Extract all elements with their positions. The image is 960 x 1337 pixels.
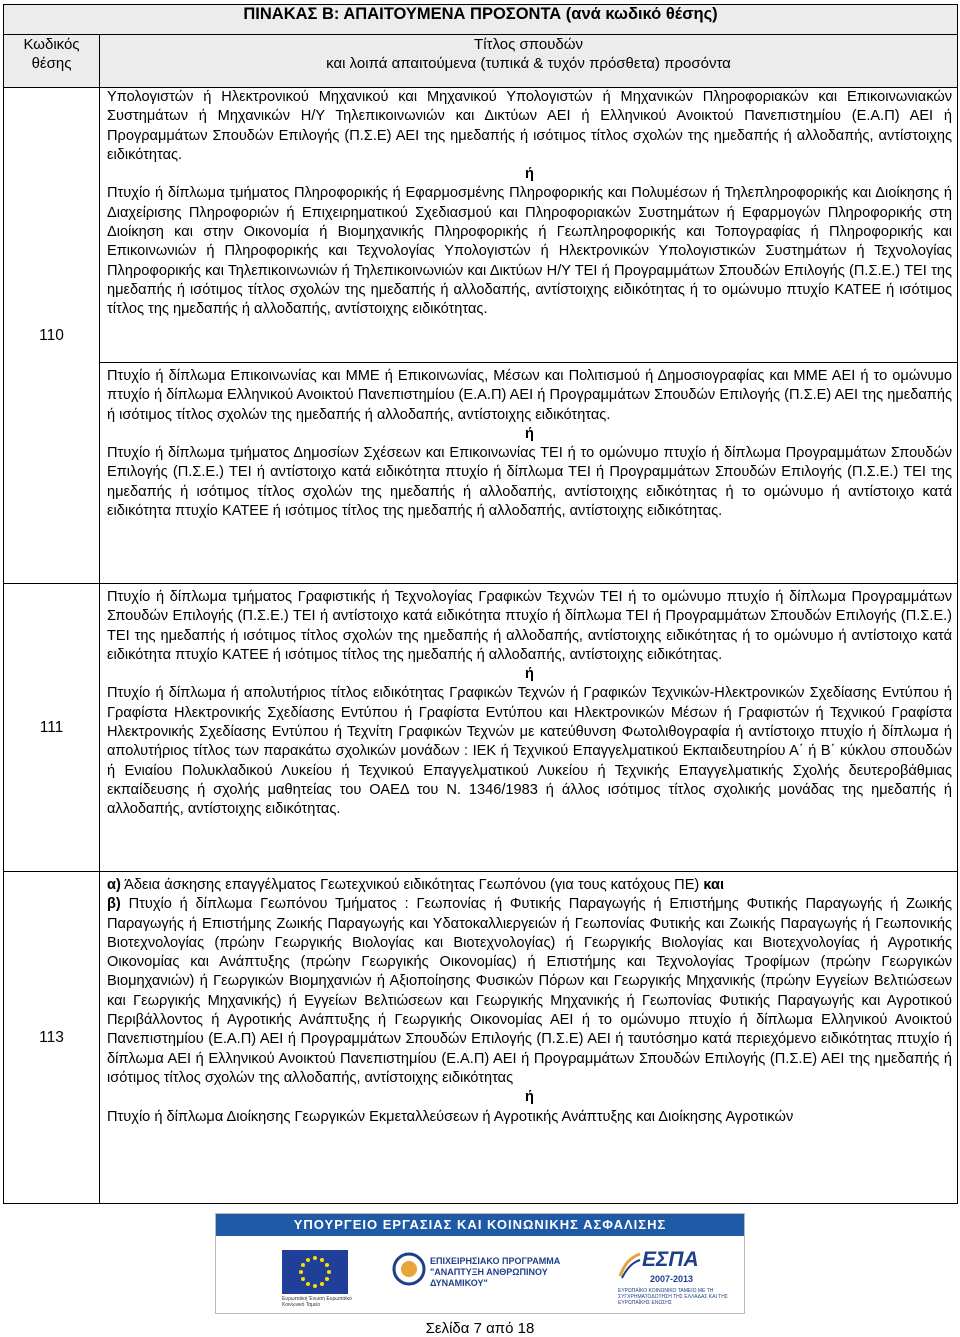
espa-word: ΕΣΠΑ	[642, 1248, 699, 1271]
qualification-cell	[100, 363, 958, 584]
qualification-paragraph-c: Πτυχίο ή δίπλωμα Διοίκησης Γεωργικών Εκμεταλλεύσεων ή Αγροτικής Ανάπτυξης και Διοίκησης Αγροτικών	[107, 1108, 794, 1125]
qualification-paragraph: Πτυχίο ή δίπλωμα Επικοινωνίας και ΜΜΕ ή Επικοινωνίας, Μέσων και Πολιτισμού ή Δημοσιογραφίας και ΜΜΕ ΑΕΙ ή το ομώνυμο πτυχίο ή δίπλωμα Ελληνικού Ανοικτού Πανεπιστημίου (Ε.Α.Π) ΑΕΙ ή Προγραμμάτων Σπουδών Επιλογής (Π.Σ.Ε) ΑΕΙ της ημεδαπής ή ισότιμος τίτλος σχολών της ημεδαπής ή αλλοδαπής, αντίστοιχης ειδικότητας.	[107, 368, 953, 423]
funding-banner	[215, 1213, 745, 1314]
eu-flag-icon	[282, 1250, 348, 1294]
position-code-113: 113	[4, 872, 100, 1204]
espa-years: 2007-2013	[650, 1274, 694, 1284]
funding-logos	[216, 1236, 744, 1313]
or-separator: ή	[525, 666, 534, 683]
qualification-paragraph: Πτυχίο ή δίπλωμα τμήματος Γραφιστικής ή Τεχνολογίας Γραφικών Τεχνών ΤΕΙ ή το ομώνυμο πτυχίο ή δίπλωμα Προγραμμάτων Σπουδών Επιλογής (Π.Σ.Ε.) ΤΕΙ ή αντίστοιχο κατά ειδικότητα πτυχίο ή δίπλωμα ΤΕΙ ή Προγραμμάτων Σπουδών Επιλογής (Π.Σ.Ε.) ΤΕΙ της ημεδαπής ή ισότιμος τίτλος σχολών της ημεδαπής ή αλλοδαπής, αντίστοιχης ειδικότητας ή το ομώνυμο ή αντίστοιχο κατά ειδικότητα πτυχίο ΚΑΤΕΕ ή ισότιμος τίτλος της ημεδαπής ή αλλοδαπής, αντίστοιχης ειδικότητας.	[107, 589, 953, 663]
header-line-1: Τίτλος σπουδών	[474, 36, 583, 53]
espa-logo	[618, 1246, 728, 1306]
qualification-paragraph-b	[107, 895, 952, 1088]
column-header-code: Κωδικός θέσης	[4, 35, 100, 88]
qualification-cell	[100, 584, 958, 872]
qualification-paragraph: Πτυχίο ή δίπλωμα τμήματος Πληροφορικής ή Εφαρμοσμένης Πληροφορικής και Πολυμέσων ή Τηλεπληροφορικής και Διοίκησης ή Διαχείρισης Πληροφοριών ή Επιχειρηματικού Σχεδιασμού και Πληροφοριακών Συστημάτων ή Εφαρμογών Πληροφορικής στη Διοίκηση και στην Οικονομία ή Βιομηχανικής Πληροφορικής ή Γεωπληροφορικής και Τοπογραφίας ή Πληροφορικής και Επικοινωνιών ή Πληροφορικής και Τεχνολογίας Υπολογιστών ή Ηλεκτρονικών Υπολογιστικών Συστημάτων ή Τεχνολογίας Πληροφορικής και Τηλεπικοινωνιών ή Τηλεπικοινωνιών και Δικτύων Η/Υ ΤΕΙ ή Προγραμμάτων Σπουδών Επιλογής (Π.Σ.Ε.) ΤΕΙ της ημεδαπής ή ισότιμος τίτλος σχολών της ημεδαπής ή αλλοδαπής, αντίστοιχης ειδικότητας ή το ομώνυμο πτυχίο ΚΑΤΕΕ ή ισότιμος τίτλος της ημεδαπής ή αλλοδαπής, αντίστοιχης ειδικότητας.	[107, 185, 953, 318]
program-line-1: ΕΠΙΧΕΙΡΗΣΙΑΚΟ ΠΡΟΓΡΑΜΜΑ	[430, 1256, 561, 1266]
and-word: και	[703, 877, 725, 893]
page-number: Σελίδα 7 από 18	[425, 1320, 535, 1337]
position-code-110: 110	[4, 88, 100, 584]
eu-caption: Ευρωπαϊκή Ένωση Ευρωπαϊκό Κοινωνικό Ταμείο	[282, 1296, 352, 1308]
item-text-a: Άδεια άσκησης επαγγέλματος Γεωτεχνικού ειδικότητας Γεωπόνου (για τους κατόχους ΠΕ)	[124, 877, 700, 893]
table-header-row	[4, 35, 958, 88]
position-code-111: 111	[4, 584, 100, 872]
table-row	[4, 584, 958, 872]
item-label-a: α)	[107, 877, 121, 893]
or-separator: ή	[525, 425, 534, 442]
table-row	[4, 872, 958, 1204]
requirements-table	[3, 4, 958, 1204]
program-line-2: "ΑΝΑΠΤΥΞΗ ΑΝΘΡΩΠΙΝΟΥ ΔΥΝΑΜΙΚΟΥ"	[430, 1267, 548, 1288]
table-row	[4, 363, 958, 584]
qualification-paragraph: Υπολογιστών ή Ηλεκτρονικού Μηχανικού και Μηχανικού Υπολογιστών ή Μηχανικών Πληροφοριακών και Επικοινωνιακών Συστημάτων ή Μηχανικών Η/Υ Τηλεπικοινωνιών και Δικτύων ΑΕΙ ή Ελληνικού Ανοικτού Πανεπιστημίου (Ε.Α.Π) ΑΕΙ ή Προγραμμάτων Σπουδών Επιλογής (Π.Σ.Ε) ΑΕΙ της ημεδαπής ή ισότιμος τίτλος σχολών της ημεδαπής ή αλλοδαπής, αντίστοιχης ειδικότητας.	[107, 89, 953, 163]
header-line-2: και λοιπά απαιτούμενα (τυπικά & τυχόν πρόσθετα) προσόντα	[326, 55, 731, 72]
qualification-cell	[100, 872, 958, 1204]
qualification-paragraph-a	[107, 876, 952, 895]
qualification-cell	[100, 88, 958, 363]
espa-tagline: ΕΥΡΩΠΑΪΚΟ ΚΟΙΝΩΝΙΚΟ ΤΑΜΕΙΟ ΜΕ ΤΗ ΣΥΓΧΡΗΜΑΤΟΔΟΤΗΣΗ ΤΗΣ ΕΛΛΑΔΑΣ ΚΑΙ ΤΗΣ ΕΥΡΩΠΑΪΚΗΣ ΕΝΩΣΗΣ	[618, 1288, 728, 1306]
ministry-banner: ΥΠΟΥΡΓΕΙΟ ΕΡΓΑΣΙΑΣ ΚΑΙ ΚΟΙΝΩΝΙΚΗΣ ΑΣΦΑΛΙΣΗΣ	[216, 1214, 744, 1236]
espa-swoosh-icon	[618, 1250, 642, 1280]
item-text-b: Πτυχίο ή δίπλωμα Γεωπόνου Τμήματος : Γεωπονίας ή Φυτικής Παραγωγής ή Επιστήμης Φυτικής Παραγωγής ή Ζωικής Παραγωγής ή Επιστήμης Ζωικής Παραγωγής και Υδατοκαλλιεργειών ή Γεωπονίας Φυτικής και Ζωικής Παραγωγής ή Γεωπονικής Βιοτεχνολογίας (πρώην Γεωργικής Βιολογίας και Βιοτεχνολογίας) ή Γεωργικής Βιολογίας και Βιοτεχνολογίας ή Αγροτικής Οικονομίας και Ανάπτυξης (πρώην Γεωργικής Οικονομίας) ή Επιστήμης και Τεχνολογίας Τροφίμων (πρώην Γεωργικών Βιομηχανιών) ή Γεωργικών Βιομηχανιών ή Αξιοποίησης Φυσικών Πόρων και Γεωργικής Μηχανικής (πρώην Εγγείων Βελτιώσεων και Γεωργικής Μηχανικής) ή Εγγείων Βελτιώσεων και Γεωργικής Μηχανικής ή Γεωπονίας Φυτικής Παραγωγής και Αγροτικού Περιβάλλοντος ή Αγροτικής Ανάπτυξης ή Γεωργικής Οικονομίας ΑΕΙ ή το ομώνυμο πτυχίο ή δίπλωμα Ελληνικού Ανοικτού Πανεπιστημίου (Ε.Α.Π) ΑΕΙ ή Προγραμμάτων Σπουδών Επιλογής (Π.Σ.Ε) ΑΕΙ ή ταυτόσημο κατά περιεχόμενο ειδικότητας πτυχίο ή δίπλωμα ΑΕΙ ή Ελληνικού Ανοικτού Πανεπιστημίου (Ε.Α.Π) ΑΕΙ ή Προγραμμάτων Σπουδών Επιλογής (Π.Σ.Ε) ΑΕΙ της ημεδαπής ή ισότιμος τίτλος σχολών της αλλοδαπής, αντίστοιχης ειδικότητας	[107, 896, 953, 1086]
table-title: ΠΙΝΑΚΑΣ Β: ΑΠΑΙΤΟΥΜΕΝΑ ΠΡΟΣΟΝΤΑ (ανά κωδικό θέσης)	[4, 5, 958, 35]
item-label-b: β)	[107, 896, 121, 913]
table-row	[4, 88, 958, 363]
program-name	[430, 1256, 580, 1289]
qualification-paragraph: Πτυχίο ή δίπλωμα ή απολυτήριος τίτλος ειδικότητας Γραφικών Τεχνών ή Γραφικών Τεχνικών-Ηλεκτρονικών Σχεδίασης Εντύπου ή Γραφίστα Ηλεκτρονικής Σχεδίασης Εντύπου ή Γραφίστα Εντύπου και Ηλεκτρονικών Μέσων ή Γραφιστών ή Τεχνικού Γραφίστα Ηλεκτρονικής Σχεδίασης Εντύπου ή Τεχνίτη Γραφικών Τεχνών με κατεύθυνση Φωτολιθογραφία ή αντίστοιχο πτυχίο ή δίπλωμα ή απολυτήριος τίτλος των παρακάτω σχολικών μονάδων : ΙΕΚ ή Τεχνικού Επαγγελματικού Εκπαιδευτηρίου Α΄ ή Β΄ κύκλου σπουδών ή Ενιαίου Πολυκλαδικού Λυκείου ή Τεχνικού Επαγγελματικού Λυκείου ή Τεχνικής Επαγγελματικής Σχολής δευτεροβάθμιας εκπαίδευσης ή σχολής μαθητείας του ΟΑΕΔ του Ν. 1346/1983 ή άλλος ισότιμος τίτλος σχολικής μονάδας της ημεδαπής ή αλλοδαπής, αντίστοιχης ειδικότητας.	[107, 685, 953, 818]
table-title-row	[4, 5, 958, 35]
qualification-paragraph: Πτυχίο ή δίπλωμα τμήματος Δημοσίων Σχέσεων και Επικοινωνίας ΤΕΙ ή το ομώνυμο πτυχίο ή δίπλωμα Προγραμμάτων Σπουδών Επιλογής (Π.Σ.Ε.) ΤΕΙ ή αντίστοιχο κατά ειδικότητα πτυχίο ή δίπλωμα ΤΕΙ ή Προγραμμάτων Σπουδών Επιλογής (Π.Σ.Ε.) ΤΕΙ της ημεδαπής ή ισότιμος τίτλος σχολών της ημεδαπής ή αλλοδαπής, αντίστοιχης ειδικότητας ή το ομώνυμο ή αντίστοιχο κατά ειδικότητα πτυχίο ΚΑΤΕΕ ή ισότιμος τίτλος της ημεδαπής ή αλλοδαπής, αντίστοιχης ειδικότητας.	[107, 445, 953, 520]
column-header-qualifications	[100, 35, 958, 88]
or-separator: ή	[525, 166, 534, 183]
or-separator: ή	[525, 1089, 534, 1106]
program-logo-icon	[392, 1252, 426, 1286]
